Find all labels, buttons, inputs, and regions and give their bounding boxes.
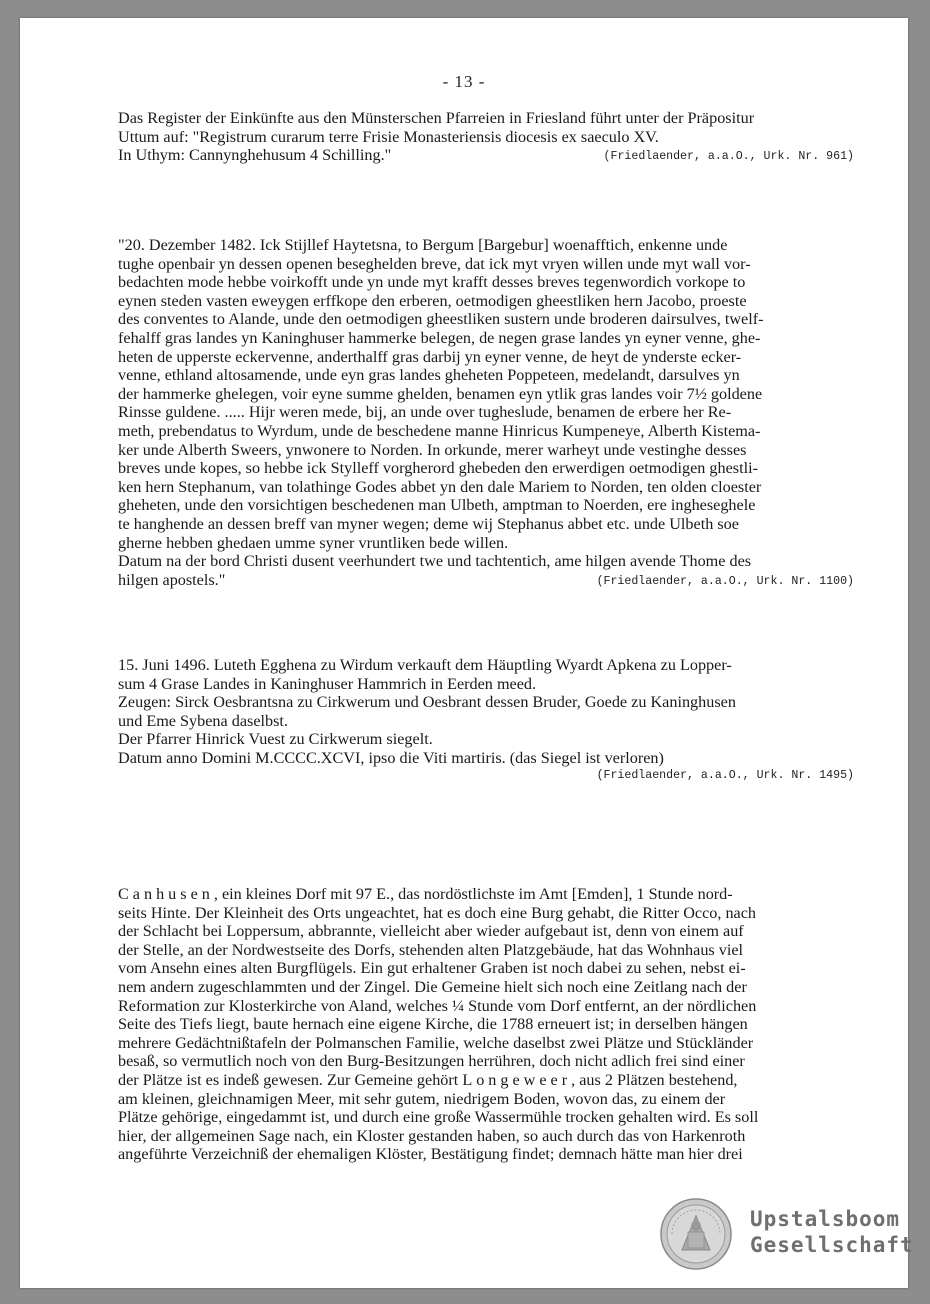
citation: (Friedlaender, a.a.O., Urk. Nr. 1100) [596, 574, 854, 588]
place-name-canhusen: Canhusen [118, 885, 214, 903]
seal-icon [660, 1198, 732, 1270]
text-line: seits Hinte. Der Kleinheit des Orts ungeachtet, hat es doch eine Burg gehabt, die Ritter Occo, nach [118, 903, 757, 922]
text-line: und Eme Sybena daselbst. [118, 711, 288, 730]
document-page [20, 18, 914, 1288]
text-line: der hammerke ghelegen, voir eyne summe ghelden, benamen eyn ytlik gras landes voir 7½ goldene [118, 384, 763, 403]
text-line: meth, prebendatus to Wyrdum, unde de beschedene manne Hinricus Kumpeneye, Alberth Kistema- [118, 421, 761, 440]
text-fragment: , aus 2 Plätzen bestehend, [571, 1070, 738, 1089]
text-line: Rinsse guldene. ..... Hijr weren mede, bij, an unde over tugheslude, benamen de erbere her Re- [118, 403, 732, 422]
text-line: eynen steden vasten eweygen erffkope den erberen, oetmodigen gheestliken hern Jacobo, proeste [118, 291, 747, 310]
citation: (Friedlaender, a.a.O., Urk. Nr. 961) [603, 150, 854, 164]
page-number: - 13 - [442, 72, 486, 91]
charter-1482-paragraph [118, 236, 854, 591]
register-paragraph [118, 109, 854, 167]
logo-line-2: Gesellschaft [750, 1233, 914, 1257]
logo-text [750, 1206, 914, 1258]
text-fragment: der Plätze ist es indeß gewesen. Zur Gemeine gehört [118, 1070, 463, 1089]
text-line: Datum anno Domini M.CCCC.XCVI, ipso die Viti martiris. (das Siegel ist verloren) [118, 748, 664, 767]
text-line: besaß, so vermutlich noch von den Burg-Besitzungen herrühren, doch nicht adlich frei sind einer [118, 1052, 745, 1071]
text-line: Plätze gehörige, eingedammt ist, und durch eine große Wassermühle trocken gehalten wird. Es soll [118, 1108, 759, 1127]
text-line: 15. Juni 1496. Luteth Egghena zu Wirdum verkauft dem Häuptling Wyardt Apkena zu Lopper- [118, 656, 732, 674]
text-line [118, 146, 854, 165]
text-line: venne, ethland altosamende, unde eyn gras landes gheheten Poppeteen, medelandt, darsulves yn [118, 366, 740, 385]
text-line: breves unde kopes, so hebbe ick Stylleff vorgherord ghebeden den erwerdigen oetmodigen ghestli- [118, 459, 758, 478]
text-fragment: , ein kleines Dorf mit 97 E., das nordöstlichste im Amt [Emden], 1 Stunde nord- [213, 885, 733, 903]
text-line: angeführte Verzeichniß der ehemaligen Klöster, Bestätigung findet; demnach hätte man hier drei [118, 1145, 743, 1164]
text-line: tughe openbair yn dessen openen beseghelden breve, dat ick myt vryen willen unde myt wall vor- [118, 254, 751, 273]
text-line: Reformation zur Klosterkirche von Aland, welches ¼ Stunde vom Dorf entfernt, an der nördlichen [118, 996, 757, 1015]
text-line: gherne hebben ghedaen umme syner vruntliken bede willen. [118, 533, 509, 552]
text-line: sum 4 Grase Landes in Kaninghuser Hammrich in Eerden meed. [118, 674, 537, 693]
text-line: Das Register der Einkünfte aus den Münsterschen Pfarreien in Friesland führt unter der Präpositur [118, 109, 755, 127]
text-line: fehalff gras landes yn Kaninghuser hammerke belegen, de negen grase landes yn eyner venne, ghe- [118, 328, 761, 347]
charter-1496-paragraph [118, 656, 854, 784]
text-line: Seite des Tiefs liegt, baute hernach eine eigene Kirche, die 1788 erneuert ist; in derselben hängen [118, 1015, 748, 1034]
upstalsboom-logo [660, 1198, 914, 1278]
text-line: Uttum auf: "Registrum curarum terre Frisie Monasteriensis diocesis ex saeculo XV. [118, 127, 659, 146]
text-line: Zeugen: Sirck Oesbrantsna zu Cirkwerum und Oesbrant dessen Bruder, Goede zu Kaninghusen [118, 693, 736, 712]
place-name-longeweer: Longeweer [462, 1070, 572, 1089]
text-line: gheheten, unde den vorsichtigen beschedenen man Ulbeth, amptman to Noerden, ere ingheseghele [118, 496, 756, 515]
text-line [118, 1071, 854, 1090]
text-line: vom Ansehn eines alten Burgflügels. Ein gut erhaltener Graben ist noch dabei zu sehen, nebst ei- [118, 959, 746, 978]
logo-line-1: Upstalsboom [750, 1207, 901, 1231]
text-line: des conventes to Alande, unde den oetmodigen gheestliken sustern unde broderen dairsulves, twelf- [118, 310, 764, 329]
text-line [118, 885, 854, 904]
text-line: ken hern Stephanum, van tolathinge Godes abbet yn den dale Mariem to Norden, ten olden cloester [118, 477, 762, 496]
canhusen-paragraph [118, 885, 854, 1164]
text-line: hier, der allgemeinen Sage nach, ein Kloster gestanden haben, so auch durch das von Harkenroth [118, 1126, 746, 1145]
text-line: "20. Dezember 1482. Ick Stijllef Haytetsna, to Bergum [Bargebur] woenafftich, enkenne unde [118, 236, 728, 254]
text-line: heten de upperste eckervenne, anderthalff gras darbij yn eyner venne, de heyt de ynderste ecker- [118, 347, 742, 366]
text-line: der Stelle, an der Nordwestseite des Dorfs, stehenden alten Platzgebäude, hat das Wohnhaus viel [118, 940, 744, 959]
text-line: der Schlacht bei Loppersum, abbrannte, vielleicht aber wieder aufgebaut ist, denn von einem auf [118, 922, 744, 941]
text-line [118, 571, 854, 590]
text-line: bedachten mode hebbe voirkofft unde yn unde myt krafft desses breves tegenwordich vorkope to [118, 273, 746, 292]
text-line: Datum na der bord Christi dusent veerhundert twe und tachtentich, ame hilgen avende Thome des [118, 552, 752, 571]
text-line-last: In Uthym: Cannynghehusum 4 Schilling." [118, 146, 392, 165]
text-line: mehrere Gedächtnißtafeln der Polmanschen Familie, welche daselbst zwei Plätze und Stückländer [118, 1033, 754, 1052]
text-line: Der Pfarrer Hinrick Vuest zu Cirkwerum siegelt. [118, 730, 433, 749]
text-line: ker unde Alberth Sweers, ynwonere to Norden. In orkunde, merer warheyt unde vestinghe desses [118, 440, 747, 459]
text-line: te hanghende an dessen breff van myner wegen; deme wij Stephanus abbet etc. unde Ulbeth soe [118, 514, 739, 533]
text-line-last: hilgen apostels." [118, 570, 226, 589]
citation: (Friedlaender, a.a.O., Urk. Nr. 1495) [596, 768, 854, 782]
text-line: am kleinen, gleichnamigen Meer, mit sehr gutem, niedrigem Boden, wovon das, zu einem der [118, 1089, 726, 1108]
text-line: nem andern zugeschlammten und der Zingel. Die Gemeine hielt sich noch eine Zeitlang nach der [118, 977, 747, 996]
